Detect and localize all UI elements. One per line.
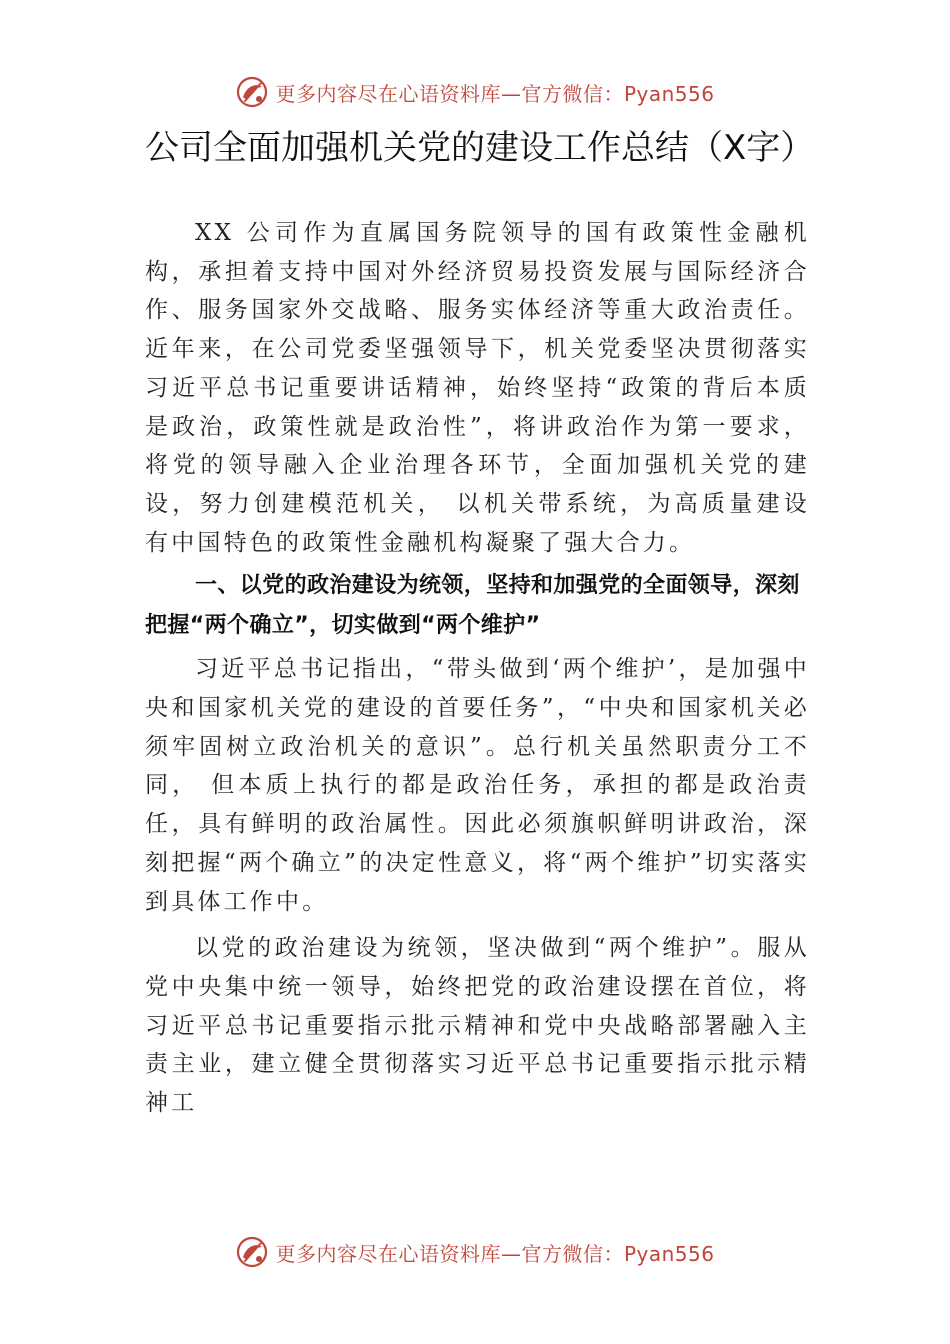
- footer-watermark: [0, 1230, 950, 1274]
- watermark-text: 更多内容尽在心语资料库—官方微信：Pyan556: [275, 81, 715, 106]
- intro-paragraph: XX 公司作为直属国务院领导的国有政策性金融机构，承担着支持中国对外经济贸易投资发展与国际经济合作、服务国家外交战略、服务实体经济等重大政治责任。近年来，在公司党委坚强领导下，机关党委坚决贯彻落实习近平总书记重要讲话精神，始终坚持“政策的背后本质是政治，政策性就是政治性”，将讲政治作为第一要求，将党的领导融入企业治理各环节，全面加强机关党的建设，努力创建模范机关， 以机关带系统，为高质量建设有中国特色的政策性金融机构凝聚了强大合力。: [145, 220, 810, 556]
- section-1-paragraph-2: 以党的政治建设为统领，坚决做到“两个维护”。服从党中央集中统一领导，始终把党的政治建设摆在首位，将习近平总书记重要指示批示精神和党中央战略部署融入主责主业，建立健全贯彻落实习近平总书记重要指示批示精神工: [145, 935, 810, 1117]
- header-watermark: [0, 70, 950, 114]
- watermark-text: 更多内容尽在心语资料库—官方微信：Pyan556: [275, 1241, 715, 1266]
- document-title: 公司全面加强机关党的建设工作总结（X字）: [145, 128, 815, 168]
- pen-swirl-logo-icon: [235, 1235, 269, 1269]
- document-body: [145, 214, 810, 1123]
- section-1-paragraph-1: 习近平总书记指出，“带头做到‘两个维护’，是加强中央和国家机关党的建设的首要任务”，“中央和国家机关必须牢固树立政治机关的意识”。总行机关虽然职责分工不同， 但本质上执行的都是政治任务，承担的都是政治责任，具有鲜明的政治属性。因此必须旗帜鲜明讲政治，深刻把握“两个确立”的决定性意义，将“两个维护”切实落实到具体工作中。: [145, 656, 810, 915]
- section-heading-1: 一、以党的政治建设为统领，坚持和加强党的全面领导，深刻把握“两个确立”，切实做到“两个维护”: [145, 573, 800, 639]
- pen-swirl-logo-icon: [235, 75, 269, 109]
